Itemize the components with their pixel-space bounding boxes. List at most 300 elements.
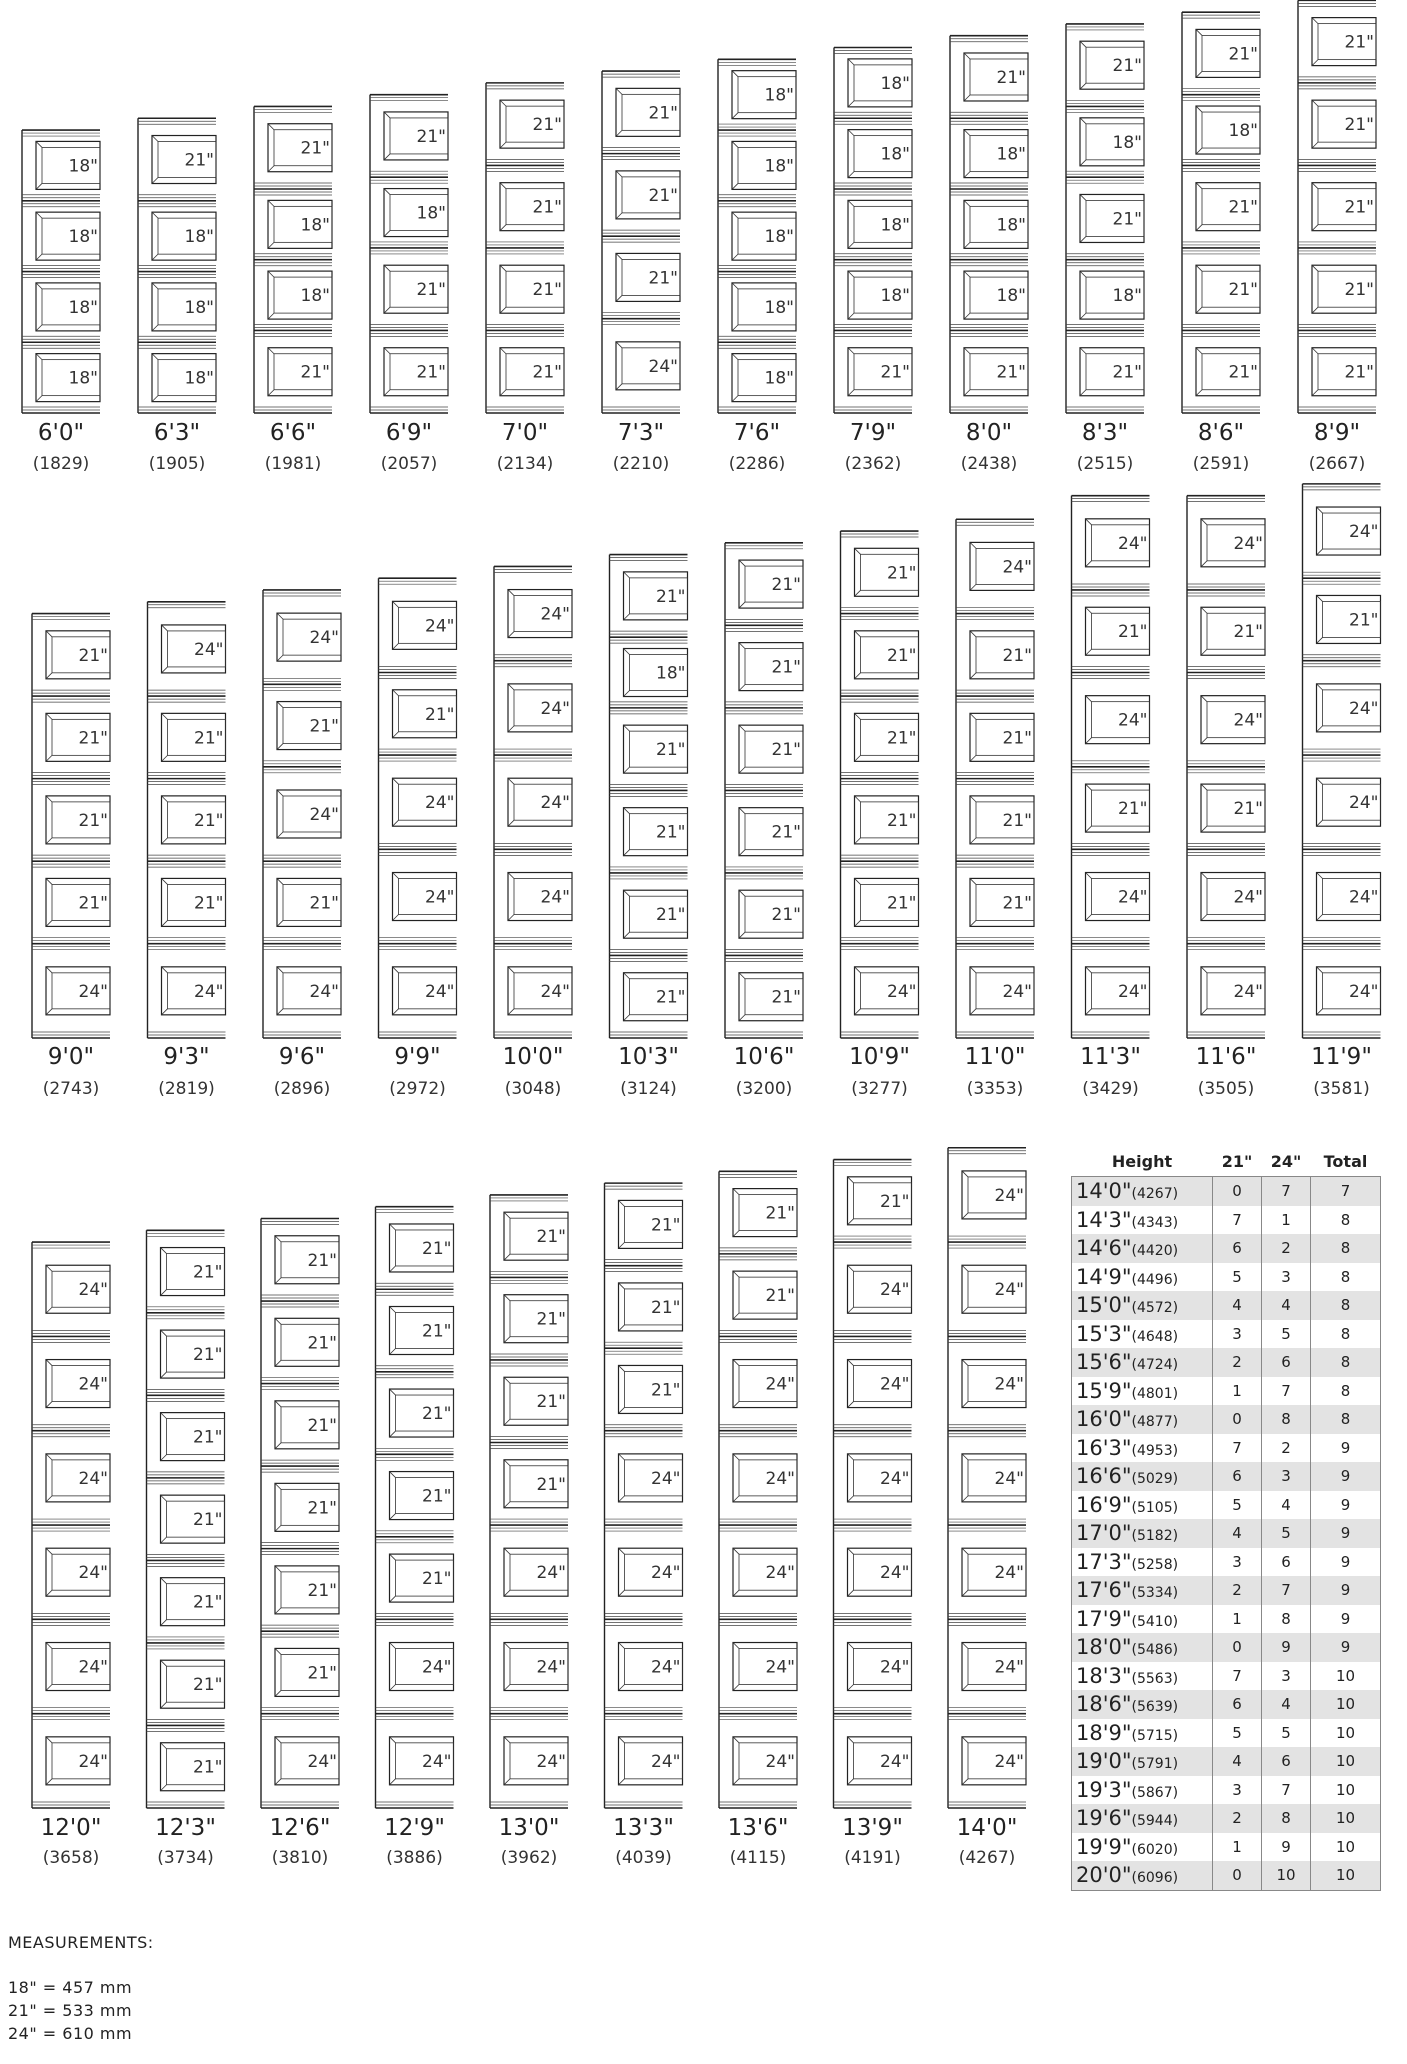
door-height-label: 6'0" xyxy=(37,420,85,446)
height-ft: 15'6" xyxy=(1076,1350,1132,1375)
height-mm: (5639) xyxy=(1131,1699,1179,1716)
section-size-label: 21" xyxy=(771,740,801,761)
section-size-label: 18" xyxy=(68,156,98,177)
count-21-cell: 7 xyxy=(1213,1662,1262,1691)
section-size-label: 21" xyxy=(996,362,1026,383)
table-row xyxy=(1072,1576,1381,1605)
section-size-label: 24" xyxy=(1233,533,1263,554)
table-row xyxy=(1072,1348,1381,1377)
section-size-label: 24" xyxy=(994,1751,1024,1772)
section-size-label: 21" xyxy=(193,1262,223,1283)
height-ft: 17'0" xyxy=(1076,1521,1132,1546)
section-size-label: 21" xyxy=(536,1309,566,1330)
total-cell: 8 xyxy=(1311,1206,1381,1235)
section-size-label: 24" xyxy=(765,1563,795,1584)
count-24-cell: 1 xyxy=(1262,1206,1311,1235)
section-size-label: 21" xyxy=(1349,610,1379,631)
total-cell: 9 xyxy=(1311,1548,1381,1577)
count-24-cell: 8 xyxy=(1262,1405,1311,1434)
door-height-mm: (2743) xyxy=(42,1079,100,1099)
count-24-cell: 2 xyxy=(1262,1434,1311,1463)
height-mm: (5715) xyxy=(1131,1727,1179,1744)
section-size-label: 21" xyxy=(416,362,446,383)
total-cell: 9 xyxy=(1311,1519,1381,1548)
door-height-mm: (2134) xyxy=(496,454,554,474)
section-size-label: 18" xyxy=(1112,132,1142,153)
door-height-mm: (2057) xyxy=(380,454,438,474)
section-size-label: 18" xyxy=(764,227,794,248)
height-ft: 14'9" xyxy=(1076,1264,1132,1289)
section-size-label: 24" xyxy=(78,1563,108,1584)
section-size-label: 21" xyxy=(656,905,686,926)
door-height-mm: (2438) xyxy=(960,454,1018,474)
door-height-mm: (2362) xyxy=(844,454,902,474)
table-row xyxy=(1072,1206,1381,1235)
section-size-label: 21" xyxy=(300,362,330,383)
section-size-label: 21" xyxy=(656,740,686,761)
section-size-label: 18" xyxy=(764,368,794,389)
section-size-label: 24" xyxy=(540,981,570,1002)
total-cell: 9 xyxy=(1311,1605,1381,1634)
section-size-label: 21" xyxy=(1112,56,1142,77)
height-section-table xyxy=(1071,1146,1381,1891)
height-mm: (4267) xyxy=(1131,1186,1179,1203)
col-24-header: 24" xyxy=(1270,1151,1302,1171)
total-cell: 10 xyxy=(1311,1861,1381,1890)
count-21-cell: 5 xyxy=(1213,1263,1262,1292)
section-size-label: 24" xyxy=(540,698,570,719)
total-cell: 9 xyxy=(1311,1633,1381,1662)
section-size-label: 18" xyxy=(68,368,98,389)
section-size-label: 21" xyxy=(300,138,330,159)
door-height-label: 8'0" xyxy=(965,420,1013,446)
door-height-label: 6'9" xyxy=(385,420,433,446)
door-height-label: 11'6" xyxy=(1195,1044,1257,1070)
section-size-label: 18" xyxy=(880,73,910,94)
door-height-mm: (1981) xyxy=(264,454,322,474)
section-size-label: 21" xyxy=(193,1345,223,1366)
height-ft: 19'9" xyxy=(1076,1834,1132,1859)
height-ft: 19'3" xyxy=(1076,1777,1132,1802)
section-size-label: 21" xyxy=(78,645,108,666)
total-header: Total xyxy=(1323,1151,1368,1171)
door-height-mm: (3048) xyxy=(504,1079,562,1099)
count-24-cell: 6 xyxy=(1262,1747,1311,1776)
section-size-label: 18" xyxy=(184,227,214,248)
height-mm: (4648) xyxy=(1131,1328,1179,1345)
measurement-line: 21" = 533 mm xyxy=(8,2001,133,2020)
section-size-label: 24" xyxy=(540,604,570,625)
section-size-label: 18" xyxy=(184,297,214,318)
table-row xyxy=(1072,1719,1381,1748)
section-size-label: 18" xyxy=(300,286,330,307)
section-size-label: 24" xyxy=(78,1657,108,1678)
table-row xyxy=(1072,1519,1381,1548)
section-size-label: 21" xyxy=(656,586,686,607)
section-size-label: 21" xyxy=(536,1392,566,1413)
table-row xyxy=(1072,1491,1381,1520)
section-size-label: 24" xyxy=(651,1751,681,1772)
height-ft: 15'3" xyxy=(1076,1321,1132,1346)
height-mm: (4343) xyxy=(1131,1214,1179,1231)
height-ft: 19'0" xyxy=(1076,1749,1132,1774)
section-size-label: 24" xyxy=(765,1468,795,1489)
count-21-cell: 1 xyxy=(1213,1833,1262,1862)
total-cell: 8 xyxy=(1311,1320,1381,1349)
height-mm: (4953) xyxy=(1131,1442,1179,1459)
table-row xyxy=(1072,1320,1381,1349)
section-size-label: 24" xyxy=(194,639,224,660)
door-height-mm: (3734) xyxy=(157,1848,214,1868)
height-ft: 19'6" xyxy=(1076,1806,1132,1831)
measurements-title: MEASUREMENTS: xyxy=(8,1933,154,1952)
total-cell: 10 xyxy=(1311,1833,1381,1862)
section-size-label: 24" xyxy=(1233,981,1263,1002)
section-size-label: 21" xyxy=(1002,645,1032,666)
section-size-label: 21" xyxy=(1118,799,1148,820)
section-size-label: 21" xyxy=(194,728,224,749)
section-size-label: 21" xyxy=(416,126,446,147)
height-mm: (4572) xyxy=(1131,1300,1179,1317)
section-size-label: 24" xyxy=(880,1657,910,1678)
section-size-label: 21" xyxy=(307,1498,337,1519)
total-cell: 8 xyxy=(1311,1234,1381,1263)
count-24-cell: 7 xyxy=(1262,1576,1311,1605)
height-cell xyxy=(1072,1291,1213,1320)
height-mm: (4877) xyxy=(1131,1414,1179,1431)
door-height-mm: (2210) xyxy=(612,454,670,474)
section-size-label: 21" xyxy=(425,704,455,725)
total-cell: 8 xyxy=(1311,1291,1381,1320)
door-height-mm: (1905) xyxy=(148,454,206,474)
door-height-label: 13'6" xyxy=(727,1815,789,1841)
section-size-label: 21" xyxy=(532,115,562,136)
section-size-label: 21" xyxy=(1228,44,1258,65)
door-height-label: 8'6" xyxy=(1197,420,1245,446)
door-height-label: 10'6" xyxy=(733,1044,795,1070)
section-size-label: 21" xyxy=(771,657,801,678)
height-mm: (5944) xyxy=(1131,1813,1179,1830)
height-cell xyxy=(1072,1804,1213,1833)
section-size-label: 24" xyxy=(887,981,917,1002)
section-size-label: 24" xyxy=(994,1374,1024,1395)
section-size-label: 18" xyxy=(996,144,1026,165)
section-size-label: 21" xyxy=(1002,893,1032,914)
door-height-label: 8'3" xyxy=(1081,420,1129,446)
section-size-label: 21" xyxy=(78,810,108,831)
section-size-label: 24" xyxy=(307,1751,337,1772)
height-cell xyxy=(1072,1462,1213,1491)
height-mm: (5258) xyxy=(1131,1556,1179,1573)
section-size-label: 21" xyxy=(422,1404,452,1425)
height-cell xyxy=(1072,1377,1213,1406)
count-21-cell: 1 xyxy=(1213,1605,1262,1634)
section-size-label: 21" xyxy=(532,280,562,301)
height-mm: (5334) xyxy=(1131,1585,1179,1602)
door-height-mm: (4039) xyxy=(615,1848,672,1868)
height-mm: (4801) xyxy=(1131,1385,1179,1402)
height-cell xyxy=(1072,1633,1213,1662)
section-size-label: 21" xyxy=(887,563,917,584)
section-size-label: 18" xyxy=(764,297,794,318)
count-24-cell: 3 xyxy=(1262,1263,1311,1292)
door-height-label: 9'3" xyxy=(163,1044,210,1070)
door-height-label: 7'3" xyxy=(617,420,665,446)
section-size-label: 24" xyxy=(1349,698,1379,719)
height-ft: 15'9" xyxy=(1076,1378,1132,1403)
count-21-cell: 4 xyxy=(1213,1291,1262,1320)
total-cell: 10 xyxy=(1311,1776,1381,1805)
section-size-label: 24" xyxy=(78,1280,108,1301)
height-cell xyxy=(1072,1548,1213,1577)
table-row xyxy=(1072,1776,1381,1805)
total-cell: 8 xyxy=(1311,1377,1381,1406)
section-size-label: 24" xyxy=(651,1657,681,1678)
table-row xyxy=(1072,1548,1381,1577)
door-height-mm: (4115) xyxy=(729,1848,787,1868)
count-24-cell: 4 xyxy=(1262,1291,1311,1320)
section-size-label: 21" xyxy=(771,905,801,926)
height-ft: 16'3" xyxy=(1076,1435,1132,1460)
section-size-label: 24" xyxy=(880,1280,910,1301)
section-size-label: 18" xyxy=(764,156,794,177)
section-size-label: 24" xyxy=(765,1657,795,1678)
section-size-label: 21" xyxy=(996,67,1026,88)
height-cell xyxy=(1072,1320,1213,1349)
measurement-line: 24" = 610 mm xyxy=(8,2024,133,2043)
height-cell xyxy=(1072,1861,1213,1890)
height-ft: 16'0" xyxy=(1076,1407,1132,1432)
height-cell xyxy=(1072,1833,1213,1862)
height-mm: (5182) xyxy=(1131,1528,1179,1545)
height-cell xyxy=(1072,1519,1213,1548)
height-ft: 14'3" xyxy=(1076,1207,1132,1232)
total-cell: 9 xyxy=(1311,1462,1381,1491)
height-cell xyxy=(1072,1605,1213,1634)
section-size-label: 21" xyxy=(422,1569,452,1590)
count-21-cell: 2 xyxy=(1213,1348,1262,1377)
count-21-cell: 6 xyxy=(1213,1690,1262,1719)
count-24-cell: 5 xyxy=(1262,1719,1311,1748)
count-21-cell: 3 xyxy=(1213,1548,1262,1577)
section-size-label: 21" xyxy=(1118,622,1148,643)
total-cell: 10 xyxy=(1311,1719,1381,1748)
section-size-label: 21" xyxy=(307,1663,337,1684)
section-size-label: 21" xyxy=(1344,362,1374,383)
section-size-label: 24" xyxy=(994,1185,1024,1206)
section-size-label: 24" xyxy=(765,1374,795,1395)
height-mm: (5867) xyxy=(1131,1784,1179,1801)
table-row xyxy=(1072,1804,1381,1833)
door-height-mm: (3200) xyxy=(735,1079,793,1099)
section-size-label: 24" xyxy=(425,981,455,1002)
section-size-label: 18" xyxy=(68,297,98,318)
height-cell xyxy=(1072,1776,1213,1805)
section-size-label: 21" xyxy=(1228,362,1258,383)
table-row xyxy=(1072,1833,1381,1862)
section-size-label: 24" xyxy=(1233,887,1263,908)
table-row xyxy=(1072,1462,1381,1491)
section-size-label: 21" xyxy=(422,1321,452,1342)
section-size-label: 24" xyxy=(78,1751,108,1772)
section-size-label: 21" xyxy=(651,1297,681,1318)
height-cell xyxy=(1072,1491,1213,1520)
count-21-cell: 6 xyxy=(1213,1234,1262,1263)
section-size-label: 21" xyxy=(656,987,686,1008)
count-24-cell: 9 xyxy=(1262,1633,1311,1662)
section-size-label: 24" xyxy=(78,981,108,1002)
door-height-mm: (4191) xyxy=(844,1848,901,1868)
measurement-line: 18" = 457 mm xyxy=(8,1978,133,1997)
section-size-label: 21" xyxy=(656,822,686,843)
table-row xyxy=(1072,1405,1381,1434)
door-height-label: 6'6" xyxy=(269,420,317,446)
table-row xyxy=(1072,1633,1381,1662)
section-size-label: 18" xyxy=(996,215,1026,236)
section-size-label: 24" xyxy=(536,1657,566,1678)
height-mm: (6020) xyxy=(1131,1841,1179,1858)
section-size-label: 21" xyxy=(1112,362,1142,383)
height-ft: 20'0" xyxy=(1076,1863,1132,1888)
total-cell: 10 xyxy=(1311,1690,1381,1719)
door-height-mm: (3886) xyxy=(386,1848,443,1868)
door-height-mm: (3124) xyxy=(620,1079,677,1099)
height-cell xyxy=(1072,1719,1213,1748)
door-height-label: 10'0" xyxy=(502,1044,564,1070)
height-mm: (5105) xyxy=(1131,1499,1179,1516)
section-size-label: 21" xyxy=(194,893,224,914)
total-cell: 10 xyxy=(1311,1662,1381,1691)
height-ft: 14'0" xyxy=(1076,1179,1132,1204)
section-size-label: 21" xyxy=(416,280,446,301)
height-cell xyxy=(1072,1576,1213,1605)
section-size-label: 24" xyxy=(1349,522,1379,543)
table-row xyxy=(1072,1747,1381,1776)
total-cell: 9 xyxy=(1311,1576,1381,1605)
count-21-cell: 0 xyxy=(1213,1861,1262,1890)
col-21-header: 21" xyxy=(1221,1151,1253,1171)
count-24-cell: 9 xyxy=(1262,1833,1311,1862)
section-size-label: 24" xyxy=(1118,887,1148,908)
section-size-label: 21" xyxy=(422,1238,452,1259)
section-size-label: 21" xyxy=(1344,115,1374,136)
total-cell: 10 xyxy=(1311,1804,1381,1833)
door-height-mm: (4267) xyxy=(958,1848,1016,1868)
section-size-label: 21" xyxy=(771,822,801,843)
height-cell xyxy=(1072,1690,1213,1719)
door-height-mm: (3429) xyxy=(1082,1079,1139,1099)
count-24-cell: 10 xyxy=(1262,1861,1311,1890)
section-size-label: 21" xyxy=(771,987,801,1008)
height-mm: (4724) xyxy=(1131,1357,1179,1374)
total-cell: 9 xyxy=(1311,1491,1381,1520)
height-cell xyxy=(1072,1662,1213,1691)
section-size-label: 21" xyxy=(765,1286,795,1307)
door-height-mm: (3505) xyxy=(1197,1079,1255,1099)
section-size-label: 24" xyxy=(994,1657,1024,1678)
count-24-cell: 3 xyxy=(1262,1462,1311,1491)
section-size-label: 21" xyxy=(648,103,678,124)
section-size-label: 21" xyxy=(1228,197,1258,218)
height-mm: (5563) xyxy=(1131,1670,1179,1687)
section-size-label: 24" xyxy=(425,793,455,814)
door-height-label: 9'9" xyxy=(394,1044,441,1070)
count-21-cell: 0 xyxy=(1213,1177,1262,1206)
door-height-mm: (2286) xyxy=(728,454,786,474)
count-21-cell: 2 xyxy=(1213,1804,1262,1833)
door-height-label: 11'0" xyxy=(964,1044,1026,1070)
section-size-label: 21" xyxy=(1233,622,1263,643)
door-height-mm: (2972) xyxy=(389,1079,446,1099)
count-24-cell: 5 xyxy=(1262,1519,1311,1548)
section-size-label: 24" xyxy=(1233,710,1263,731)
count-21-cell: 3 xyxy=(1213,1776,1262,1805)
count-21-cell: 4 xyxy=(1213,1747,1262,1776)
section-size-label: 24" xyxy=(1118,533,1148,554)
section-size-label: 24" xyxy=(1002,557,1032,578)
height-ft: 17'3" xyxy=(1076,1549,1132,1574)
section-size-label: 24" xyxy=(309,804,339,825)
count-21-cell: 4 xyxy=(1213,1519,1262,1548)
table-row xyxy=(1072,1662,1381,1691)
section-size-label: 24" xyxy=(78,1374,108,1395)
section-size-label: 18" xyxy=(764,85,794,106)
section-size-label: 24" xyxy=(536,1751,566,1772)
count-24-cell: 3 xyxy=(1262,1662,1311,1691)
section-size-label: 24" xyxy=(880,1468,910,1489)
height-ft: 14'6" xyxy=(1076,1236,1132,1261)
section-size-label: 21" xyxy=(648,268,678,289)
section-size-label: 21" xyxy=(1112,209,1142,230)
height-cell xyxy=(1072,1348,1213,1377)
count-24-cell: 4 xyxy=(1262,1491,1311,1520)
door-height-label: 11'9" xyxy=(1311,1044,1372,1070)
section-size-label: 21" xyxy=(78,893,108,914)
section-size-label: 24" xyxy=(880,1374,910,1395)
section-size-label: 21" xyxy=(194,810,224,831)
height-mm: (5410) xyxy=(1131,1613,1179,1630)
section-size-label: 18" xyxy=(184,368,214,389)
door-height-mm: (3581) xyxy=(1313,1079,1370,1099)
count-21-cell: 5 xyxy=(1213,1491,1262,1520)
height-cell xyxy=(1072,1747,1213,1776)
section-size-label: 24" xyxy=(994,1468,1024,1489)
count-21-cell: 0 xyxy=(1213,1405,1262,1434)
section-size-label: 18" xyxy=(656,663,686,684)
section-size-label: 24" xyxy=(194,981,224,1002)
section-size-label: 21" xyxy=(651,1215,681,1236)
count-21-cell: 3 xyxy=(1213,1320,1262,1349)
section-size-label: 24" xyxy=(1002,981,1032,1002)
section-size-label: 18" xyxy=(880,286,910,307)
height-mm: (4420) xyxy=(1131,1243,1179,1260)
count-24-cell: 6 xyxy=(1262,1548,1311,1577)
count-21-cell: 1 xyxy=(1213,1377,1262,1406)
section-size-label: 24" xyxy=(425,887,455,908)
height-header: Height xyxy=(1111,1151,1173,1171)
count-24-cell: 8 xyxy=(1262,1804,1311,1833)
table-row xyxy=(1072,1434,1381,1463)
section-size-label: 21" xyxy=(1344,32,1374,53)
section-size-label: 24" xyxy=(1118,981,1148,1002)
door-height-mm: (3658) xyxy=(42,1848,100,1868)
section-size-label: 18" xyxy=(68,227,98,248)
door-height-label: 7'9" xyxy=(849,420,897,446)
count-21-cell: 2 xyxy=(1213,1576,1262,1605)
section-size-label: 24" xyxy=(309,628,339,649)
table-row xyxy=(1072,1377,1381,1406)
section-size-label: 24" xyxy=(994,1280,1024,1301)
